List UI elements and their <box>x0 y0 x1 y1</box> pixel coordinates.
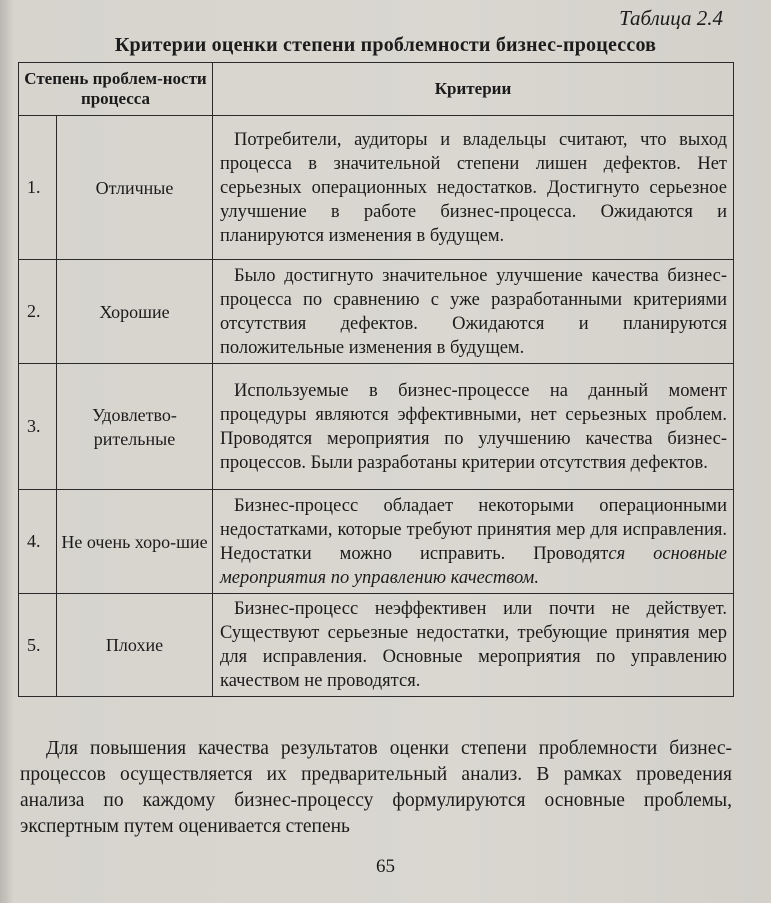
row-number: 5. <box>19 594 57 697</box>
table-number-label: Таблица 2.4 <box>619 6 723 30</box>
row-grade: Плохие <box>57 594 213 697</box>
table-row <box>19 260 734 364</box>
page-number: 65 <box>376 856 395 877</box>
row-criteria: Было достигнуто значительное улучшение качества бизнес-процесса по сравнению с уже разработанными критериями отсутствия дефектов. Ожидаются и планируются положительные изменения в будущем. <box>213 260 734 364</box>
row-number: 1. <box>19 116 57 260</box>
body-paragraph: Для повышения качества результатов оценки степени проблемности бизнес-процессов осуществляется их предварительный анализ. В рамках проведения анализа по каждому бизнес-процессу формулируются основные проблемы, экспертным путем оценивается степень <box>20 738 732 837</box>
row-number: 2. <box>19 260 57 364</box>
row-number: 4. <box>19 490 57 594</box>
row-grade: Не очень хоро-шие <box>57 490 213 594</box>
criteria-table <box>18 62 734 697</box>
row-criteria-italic: ся основные мероприятия по управлению качеством. <box>220 543 727 588</box>
row-criteria: Потребители, аудиторы и владельцы считают, что выход процесса в значительной степени лишен дефектов. Нет серьезных операционных недостатков. Достигнуто серьезное улучшение в работе бизнес-процесса. Ожидаются и планируются изменения в будущем. <box>213 116 734 260</box>
table-title: Критерии оценки степени проблемности бизнес-процессов <box>114 34 657 56</box>
row-criteria-start: Бизнес-процесс обладает некоторыми операционными недостатками, которые требуют принятия мер для исправления. Недостатки можно исправить. Проводят <box>220 495 727 564</box>
row-grade: Удовлетво-рительные <box>57 364 213 490</box>
table-header-row <box>19 63 734 116</box>
header-criteria: Критерии <box>213 63 734 116</box>
row-number: 3. <box>19 364 57 490</box>
row-grade: Отличные <box>57 116 213 260</box>
row-grade: Хорошие <box>57 260 213 364</box>
row-criteria: Используемые в бизнес-процессе на данный момент процедуры являются эффективными, нет серьезных проблем. Проводятся мероприятия по улучшению качества бизнес-процессов. Были разработаны критерии отсутствия дефектов. <box>213 364 734 490</box>
row-criteria: Бизнес-процесс неэффективен или почти не действует. Существуют серьезные недостатки, требующие принятия мер для исправления. Основные мероприятия по управлению качеством не проводятся. <box>213 594 734 697</box>
header-degree: Степень проблем-ности процесса <box>19 63 213 116</box>
table-row <box>19 490 734 594</box>
row-criteria <box>213 490 734 594</box>
table-row <box>19 364 734 490</box>
table-row <box>19 116 734 260</box>
table-row <box>19 594 734 697</box>
